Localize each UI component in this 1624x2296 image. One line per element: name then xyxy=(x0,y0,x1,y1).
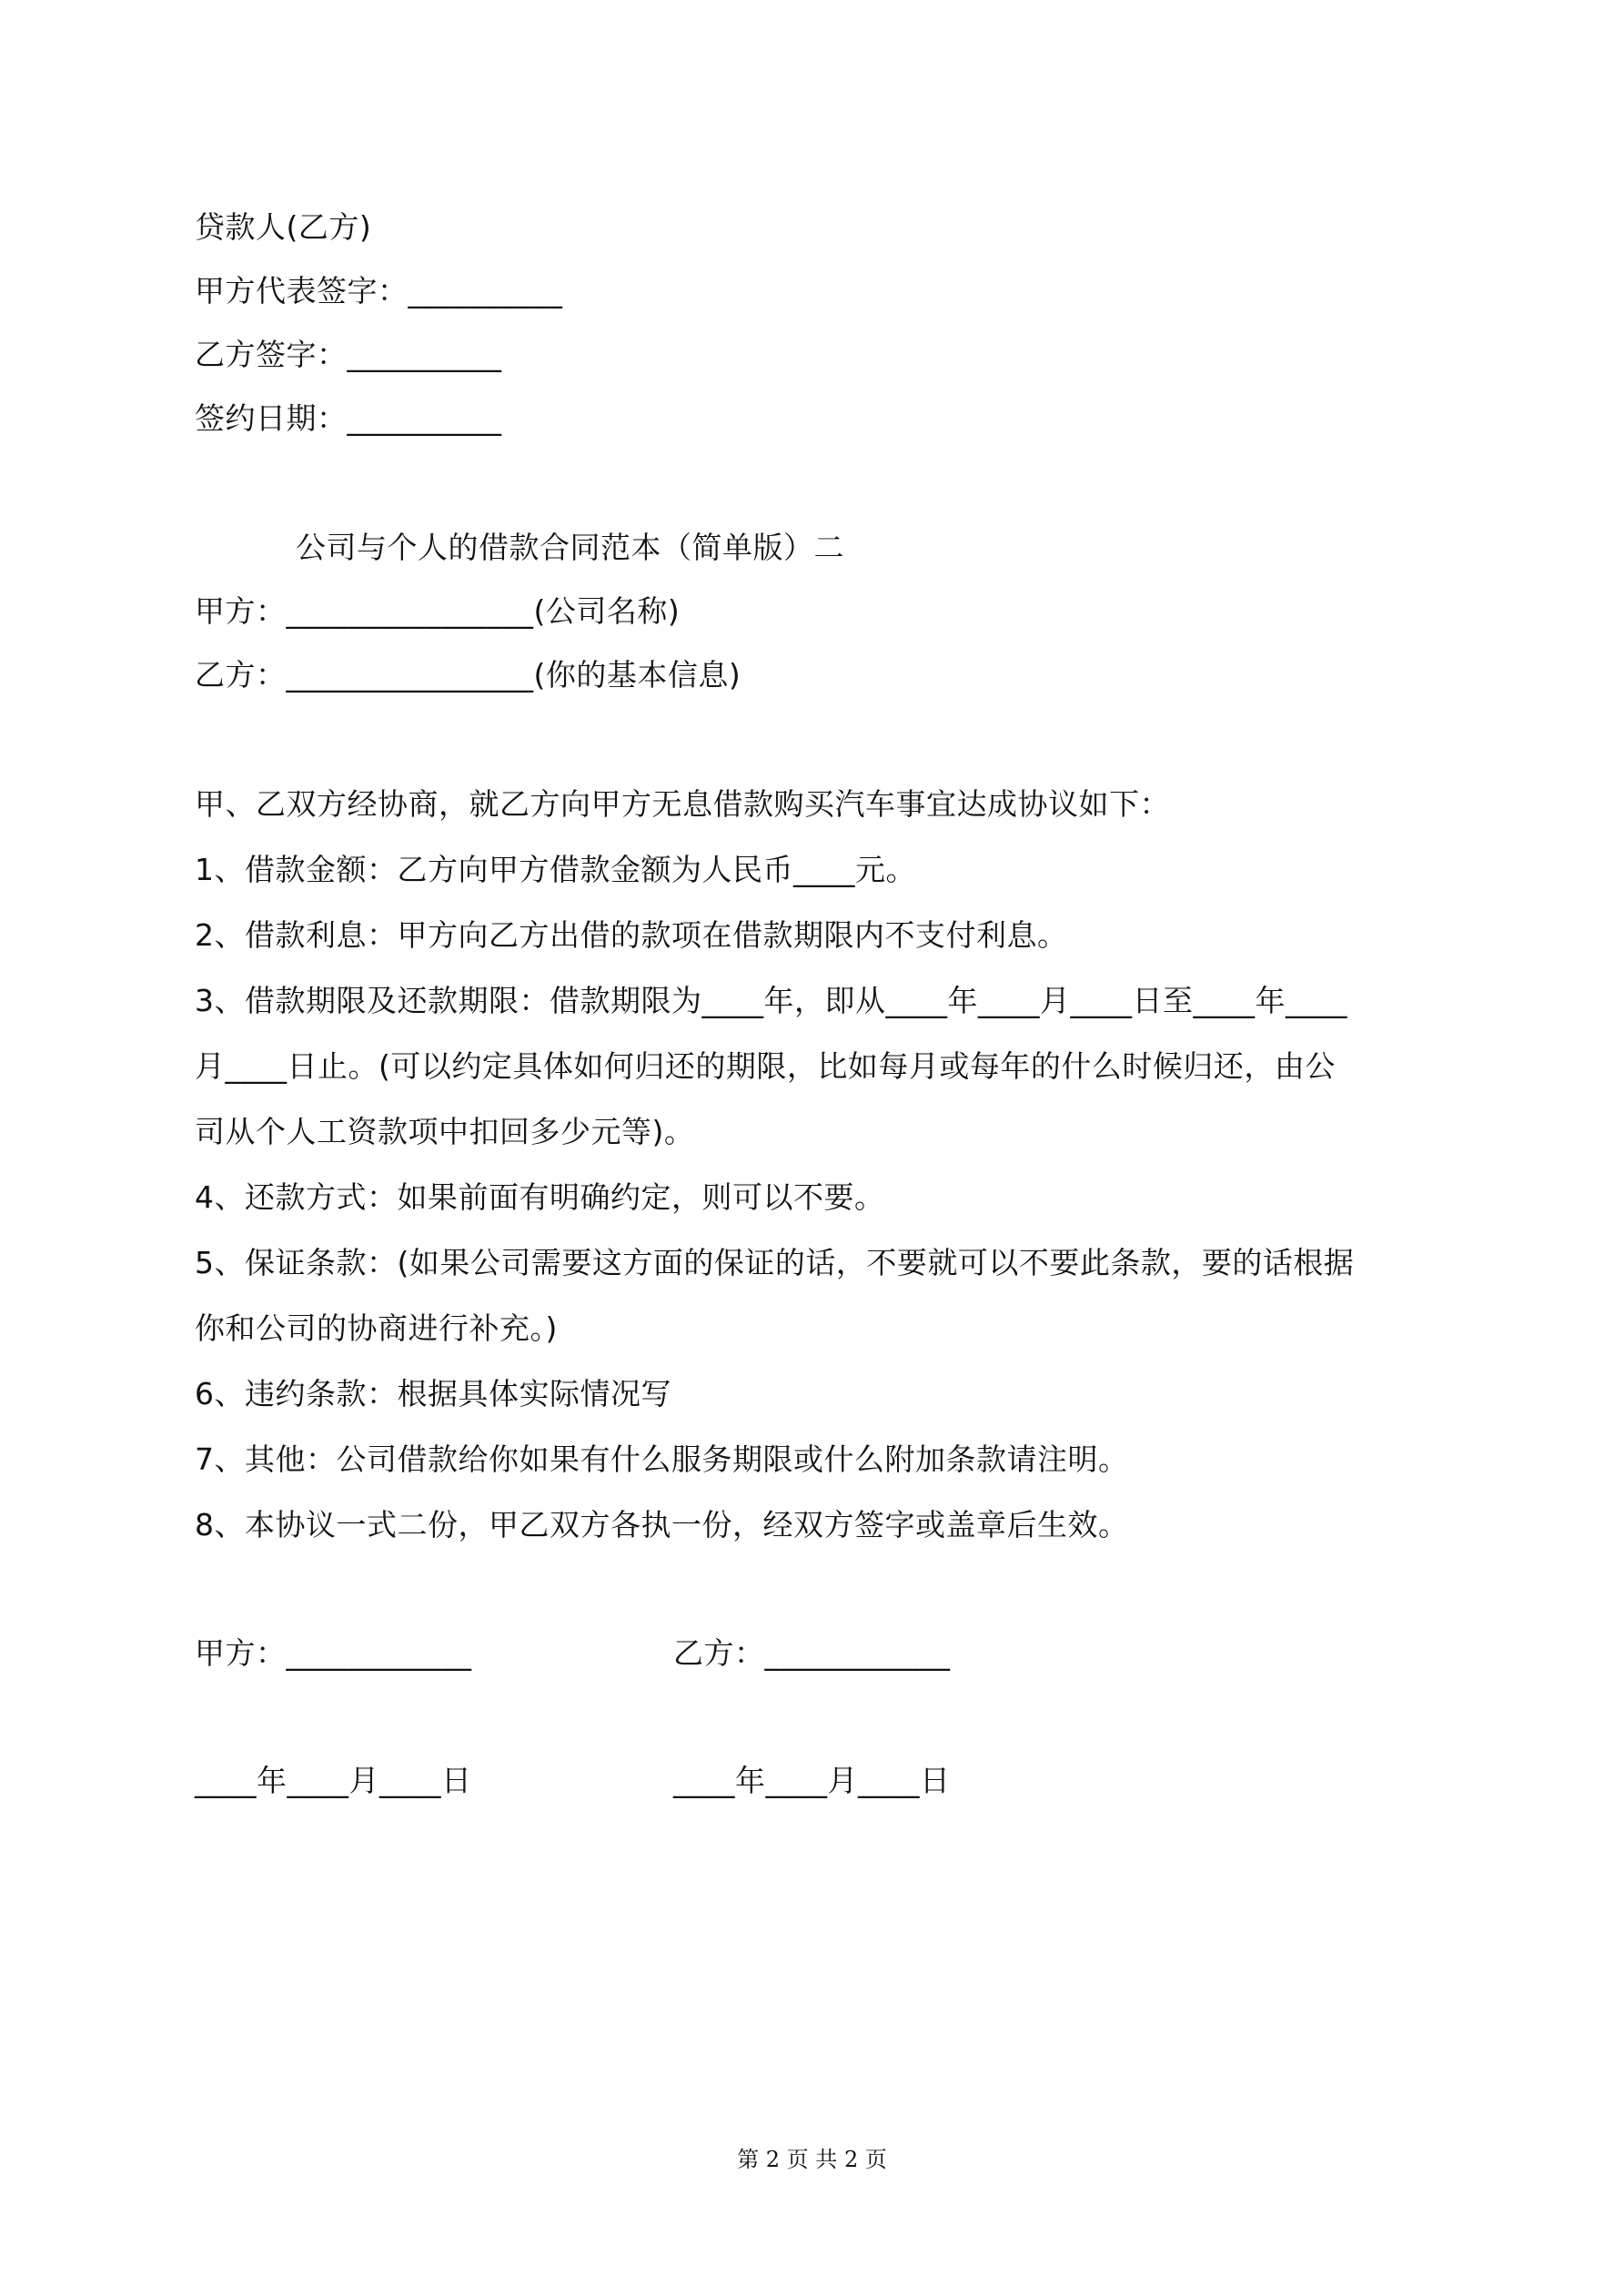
page-footer: 第 2 页 共 2 页 xyxy=(737,2147,887,2172)
clause-line: 8、本协议一式二份，甲乙双方各执一份，经双方签字或盖章后生效。 xyxy=(195,1507,1129,1542)
contract-title: 公司与个人的借款合同范本（简单版）二 xyxy=(296,530,844,565)
clause-line: 3、借款期限及还款期限：借款期限为____年，即从____年____月____日至____年____ xyxy=(195,983,1347,1018)
party-b-signature: 乙方：____________ xyxy=(673,1635,951,1671)
party-a-signature: 甲方：____________ xyxy=(195,1635,472,1671)
party-a-line: 甲方：________________(公司名称) xyxy=(195,593,681,629)
clause-line: 月____日止。(可以约定具体如何归还的期限，比如每月或每年的什么时候归还，由公 xyxy=(195,1048,1336,1084)
contract-intro: 甲、乙双方经协商，就乙方向甲方无息借款购买汽车事宜达成协议如下： xyxy=(195,786,1170,822)
sign-date-line: 签约日期：__________ xyxy=(195,400,502,436)
party-b-date: ____年____月____日 xyxy=(673,1763,951,1798)
clause-line: 7、其他：公司借款给你如果有什么服务期限或什么附加条款请注明。 xyxy=(195,1441,1129,1477)
clause-line: 6、违约条款：根据具体实际情况写 xyxy=(195,1376,671,1411)
party-a-date: ____年____月____日 xyxy=(195,1763,472,1798)
clause-line: 司从个人工资款项中扣回多少元等)。 xyxy=(195,1114,695,1149)
clause-line: 你和公司的协商进行补充。) xyxy=(195,1310,558,1346)
party-a-rep-signature-line: 甲方代表签字：__________ xyxy=(195,273,563,308)
lender-label: 贷款人(乙方) xyxy=(195,209,372,245)
clause-line: 1、借款金额：乙方向甲方借款金额为人民币____元。 xyxy=(195,852,916,887)
clause-line: 5、保证条款：(如果公司需要这方面的保证的话，不要就可以不要此条款，要的话根据 xyxy=(195,1245,1355,1280)
party-b-line: 乙方：________________(你的基本信息) xyxy=(195,657,741,693)
clause-line: 4、还款方式：如果前面有明确约定，则可以不要。 xyxy=(195,1179,885,1215)
clause-line: 2、借款利息：甲方向乙方出借的款项在借款期限内不支付利息。 xyxy=(195,917,1068,953)
party-b-signature-line: 乙方签字：__________ xyxy=(195,337,502,372)
